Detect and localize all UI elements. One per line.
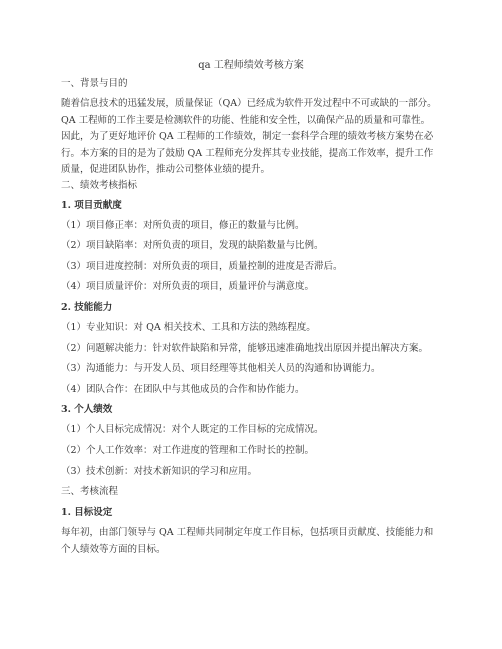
subheading-goal-setting: 1. 目标设定 bbox=[61, 507, 113, 518]
list-item: （1）专业知识：对 QA 相关技术、工具和方法的熟练程度。 bbox=[61, 322, 316, 333]
paragraph-line: 因此，为了更好地评价 QA 工程师的工作绩效，制定一套科学合理的绩效考核方案势在必 bbox=[61, 131, 434, 142]
paragraph-line: 质量，促进团队协作，推动公司整体业绩的提升。 bbox=[61, 164, 271, 175]
background-paragraph bbox=[61, 96, 451, 179]
paragraph-line: 随着信息技术的迅猛发展，质量保证（QA）已经成为软件开发过程中不可或缺的一部分。 bbox=[61, 98, 437, 109]
list-item: （2）项目缺陷率：对所负责的项目，发现的缺陷数量与比例。 bbox=[61, 240, 324, 251]
list-item: （3）沟通能力：与开发人员、项目经理等其他相关人员的沟通和协调能力。 bbox=[61, 363, 381, 374]
subheading-project-contribution: 1. 项目贡献度 bbox=[61, 200, 122, 211]
subheading-personal-performance: 3. 个人绩效 bbox=[61, 404, 113, 415]
paragraph-line: 个人绩效等方面的目标。 bbox=[61, 543, 166, 555]
list-item: （4）项目质量评价：对所负责的项目，质量评价与满意度。 bbox=[61, 281, 315, 292]
list-item: （4）团队合作：在团队中与其他成员的合作和协作能力。 bbox=[61, 384, 305, 395]
subheading-skills: 2. 技能能力 bbox=[61, 302, 113, 313]
list-item: （3）技术创新：对技术新知识的学习和应用。 bbox=[61, 466, 258, 477]
paragraph-line: QA 工程师的工作主要是检测软件的功能、性能和安全性，以确保产品的质量和可靠性。 bbox=[61, 114, 431, 126]
section-heading-background: 一、背景与目的 bbox=[61, 78, 128, 89]
paragraph-line: 行。本方案的目的是为了鼓励 QA 工程师充分发挥其专业技能，提高工作效率，提升工作 bbox=[61, 147, 434, 159]
section-heading-indicators: 二、绩效考核指标 bbox=[61, 180, 138, 191]
list-item: （2）个人工作效率：对工作进度的管理和工作时长的控制。 bbox=[61, 445, 315, 456]
goal-setting-paragraph bbox=[61, 525, 451, 558]
list-item: （3）项目进度控制：对所负责的项目，质量控制的进度是否滞后。 bbox=[61, 261, 343, 272]
section-heading-process: 三、考核流程 bbox=[61, 486, 119, 497]
list-item: （1）个人目标完成情况：对个人既定的工作目标的完成情况。 bbox=[61, 424, 324, 435]
document-title: qa 工程师绩效考核方案 bbox=[198, 60, 304, 71]
paragraph-line: 每年初，由部门领导与 QA 工程师共同制定年度工作目标，包括项目贡献度、技能能力和 bbox=[61, 527, 434, 538]
list-item: （2）问题解决能力：针对软件缺陷和异常，能够迅速准确地找出原因并提出解决方案。 bbox=[61, 343, 429, 354]
list-item: （1）项目修正率：对所负责的项目，修正的数量与比例。 bbox=[61, 220, 305, 231]
